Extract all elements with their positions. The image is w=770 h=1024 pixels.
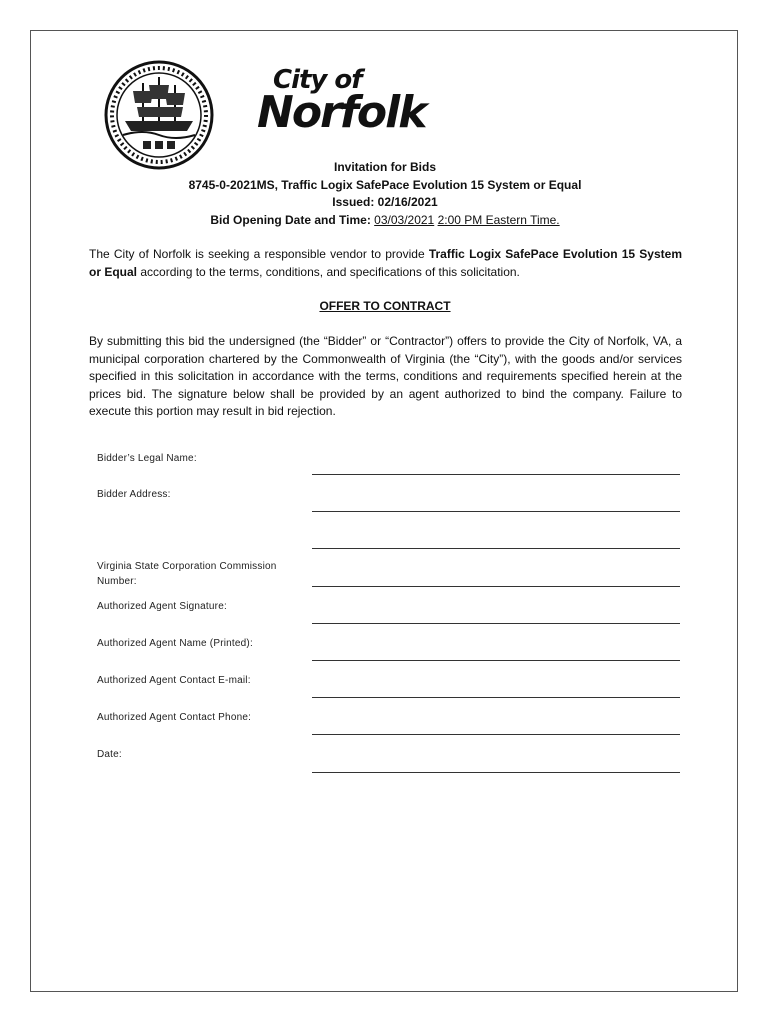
date-label: Date: bbox=[97, 749, 122, 760]
signature-label: Authorized Agent Signature: bbox=[97, 601, 227, 612]
offer-paragraph: By submitting this bid the undersigned (the “Bidder” or “Contractor”) offers to provide the City of Norfolk, VA, a municipal corporation chartered by the Commonwealth of Virginia (the “City”), with the goods and/or services specified in this solicitation in accordance with the terms, conditions and requirements specified herein at the prices bid. The signature below shall be provided by an agent authorized to bind the company. Failure to execute this portion may result in bid rejection. bbox=[89, 334, 682, 418]
scc-number-label: Virginia State Corporation Commission Number: bbox=[97, 561, 277, 587]
header-issued-date: Issued: 02/16/2021 bbox=[332, 195, 438, 209]
signature-field[interactable] bbox=[312, 623, 680, 624]
opening-date: 03/03/2021 bbox=[374, 212, 435, 227]
logo-norfolk-text: Norfolk bbox=[257, 87, 426, 138]
name-printed-field[interactable] bbox=[312, 660, 680, 661]
address-label: Bidder Address: bbox=[97, 489, 171, 500]
address-field-line1[interactable] bbox=[312, 511, 680, 512]
opening-label: Bid Opening Date and Time bbox=[210, 212, 367, 227]
phone-label: Authorized Agent Contact Phone: bbox=[97, 712, 252, 723]
intro-post: according to the terms, conditions, and specifications of this solicitation. bbox=[137, 264, 520, 279]
scc-number-field[interactable] bbox=[312, 586, 680, 587]
offer-heading: OFFER TO CONTRACT bbox=[319, 299, 451, 313]
phone-field[interactable] bbox=[312, 734, 680, 735]
city-seal-icon bbox=[103, 59, 215, 171]
name-printed-label: Authorized Agent Name (Printed): bbox=[97, 638, 253, 649]
email-field[interactable] bbox=[312, 697, 680, 698]
document-page bbox=[30, 30, 738, 992]
intro-pre: The City of Norfolk is seeking a responsible vendor to provide bbox=[89, 247, 429, 261]
logo-city-text: City of bbox=[273, 65, 362, 95]
opening-time: 2:00 PM Eastern Time. bbox=[437, 212, 560, 227]
document-header bbox=[31, 159, 739, 229]
email-label: Authorized Agent Contact E-mail: bbox=[97, 675, 251, 686]
date-field[interactable] bbox=[312, 772, 680, 773]
header-bid-number: 8745-0-2021MS, Traffic Logix SafePace Evolution 15 System or Equal bbox=[188, 177, 582, 192]
legal-name-label: Bidder’s Legal Name: bbox=[97, 453, 197, 464]
intro-bold: Traffic Logix SafePace Evolution 15 System or Equal bbox=[89, 247, 682, 279]
address-field-line2[interactable] bbox=[312, 548, 680, 549]
header-opening-line bbox=[31, 212, 739, 230]
intro-paragraph bbox=[89, 246, 682, 281]
header-title: Invitation for Bids bbox=[334, 160, 436, 174]
opening-colon: : bbox=[366, 212, 375, 227]
legal-name-field[interactable] bbox=[312, 474, 680, 475]
